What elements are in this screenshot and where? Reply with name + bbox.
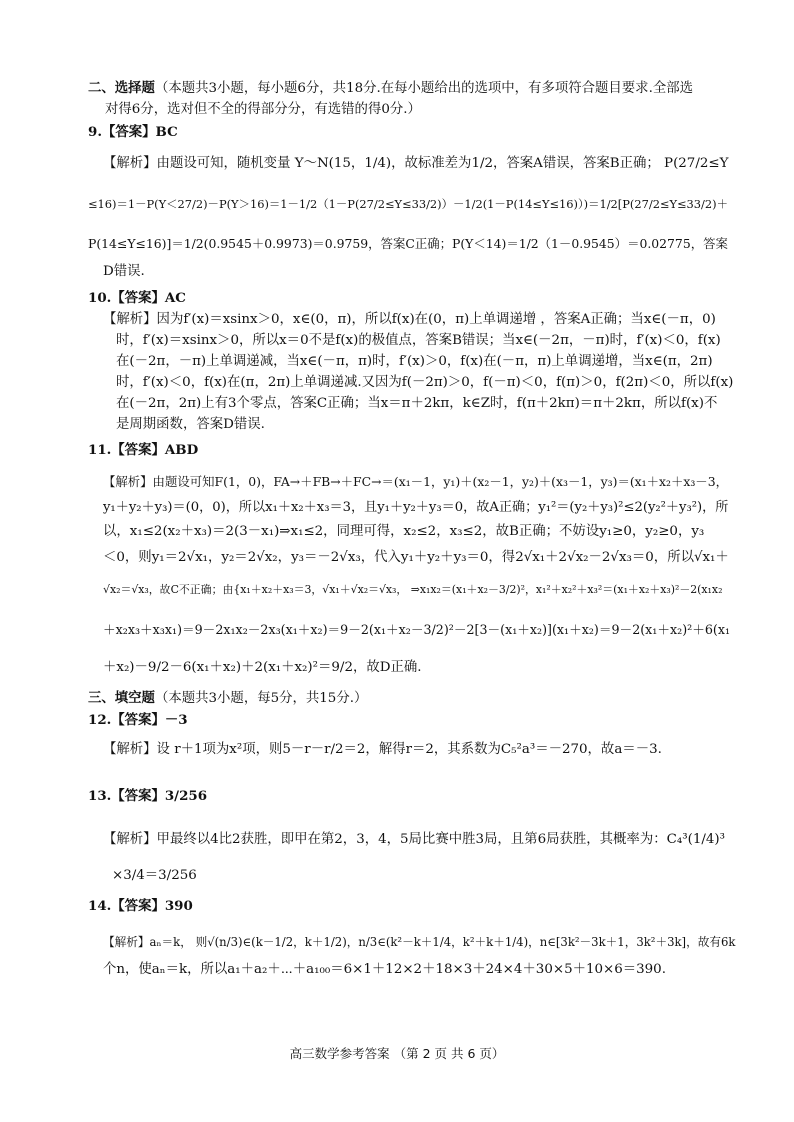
q11-analysis-line: ＜0，则y₁＝2√x₁，y₂＝2√x₂，y₃＝－2√x₃，代入y₁＋y₂＋y₃＝0，得2√x₁＋2√x₂－2√x₃＝0，所以√x₁＋ [103, 550, 729, 565]
section2-desc-line1: （本题共3小题，每小题6分，共18分.在每小题给出的选项中，有多项符合题目要求.全部选 [154, 81, 693, 96]
section3-title: 三、填空题 [88, 690, 155, 706]
q9-answer: BC [155, 124, 178, 140]
q9-number: 9. [88, 124, 102, 140]
q11-answer-label: 【答案】 [111, 442, 165, 458]
q14-analysis-line: 【解析】aₙ＝k， 则√(n/3)∈(k－1/2，k＋1/2)，n/3∈(k²－k＋1/4，k²＋k＋1/4)，n∈[3k²－3k＋1，3k²＋3k]，故有6k [103, 935, 736, 949]
q13-analysis-line: ×3/4＝3/256 [112, 868, 197, 883]
q13-analysis-line: 【解析】甲最终以4比2获胜，即甲在第2，3，4，5局比赛中胜3局，且第6局获胜，其概率为：C₄³(1/4)³ [103, 832, 725, 847]
q14-answer-label: 【答案】 [111, 898, 165, 914]
q13-number: 13. [88, 788, 112, 804]
q10-number: 10. [88, 290, 112, 306]
q14-header [88, 898, 193, 914]
section2-title: 二、选择题 [88, 80, 155, 96]
q10-analysis-line: 时，f′(x)＜0，f(x)在(π，2π)上单调递减.又因为f(－2π)＞0，f(－π)＜0，f(π)＞0，f(2π)＜0，所以f(x) [116, 375, 734, 390]
q10-analysis-line: 在(－2π，2π)上有3个零点，答案C正确；当x＝π＋2kπ，k∈Z时，f(π＋2kπ)＝π＋2kπ，所以f(x)不 [116, 396, 718, 411]
q11-analysis-line: ＋x₂x₃＋x₃x₁)＝9－2x₁x₂－2x₃(x₁＋x₂)＝9－2(x₁＋x₂－3/2)²－2[3－(x₁＋x₂)](x₁＋x₂)＝9－2(x₁＋x₂)²＋6(x₁ [103, 622, 731, 637]
q11-analysis-line: y₁＋y₂＋y₃)＝(0，0)，所以x₁＋x₂＋x₃＝3，且y₁＋y₂＋y₃＝0，故A正确；y₁²＝(y₂＋y₃)²≤2(y₂²＋y₃²)，所 [103, 500, 729, 515]
page-footer: 高三数学参考答案 （第 2 页 共 6 页） [289, 1046, 505, 1061]
q11-header [88, 442, 198, 458]
section3-desc: （本题共3小题，每5分，共15分.） [154, 691, 368, 706]
q12-answer: －3 [164, 712, 188, 728]
q9-header [88, 124, 178, 140]
q12-analysis-line: 【解析】设 r＋1项为x²项，则5－r－r/2＝2，解得r＝2，其系数为C₅²a³＝－270，故a＝－3. [103, 742, 662, 757]
q11-analysis-line: ＋x₂)－9/2－6(x₁＋x₂)＋2(x₁＋x₂)²＝9/2，故D正确. [103, 660, 422, 675]
q12-answer-label: 【答案】 [111, 712, 165, 728]
q10-analysis-line: 在(－2π，－π)上单调递减，当x∈(－π，π)时，f′(x)＞0，f(x)在(－π，π)上单调递增，当x∈(π，2π) [116, 354, 713, 369]
q10-answer: AC [164, 290, 186, 306]
q10-header [88, 290, 186, 306]
q14-answer: 390 [164, 898, 193, 914]
section2-header [88, 80, 693, 97]
section3-header [88, 690, 367, 707]
q13-answer-label: 【答案】 [111, 788, 165, 804]
q9-answer-label: 【答案】 [101, 124, 156, 140]
q11-analysis-line: √x₂＝√x₃，故C不正确；由{x₁＋x₂＋x₃＝3，√x₁＋√x₂＝√x₃， ⇒x₁x₂＝(x₁＋x₂－3/2)²，x₁²＋x₂²＋x₃²＝(x₁＋x₂＋x₃)²－2(x₁x₂ [103, 583, 723, 596]
q10-analysis-line: 是周期函数，答案D错误. [116, 417, 265, 432]
q9-analysis-line: ≤16)＝1－P(Y＜27/2)－P(Y＞16)＝1－1/2（1－P(27/2≤Y≤33/2)）－1/2(1－P(14≤Y≤16)）)＝1/2[P(27/2≤Y≤33/2)＋ [88, 197, 728, 211]
q14-analysis-line: 个n，使aₙ＝k，所以a₁＋a₂＋⋯＋a₁₀₀＝6×1＋12×2＋18×3＋24×4＋30×5＋10×6＝390. [103, 962, 666, 977]
q12-number: 12. [88, 712, 112, 728]
q14-number: 14. [88, 898, 112, 914]
q13-answer: 3/256 [164, 788, 208, 804]
q10-analysis-line: 时，f′(x)＝xsinx＞0，所以x＝0不是f(x)的极值点，答案B错误；当x∈(－2π，－π)时，f′(x)＜0，f(x) [116, 333, 721, 348]
q9-analysis-line: 【解析】由题设可知，随机变量 Y～N(15，1/4)，故标准差为1/2，答案A错误，答案B正确； P(27/2≤Y [103, 156, 729, 171]
q10-analysis-line: 【解析】因为f′(x)＝xsinx＞0，x∈(0，π)，所以f(x)在(0，π)上单调递增 ，答案A正确；当x∈(－π，0) [103, 312, 716, 327]
q13-header [88, 788, 207, 804]
q9-analysis-line: D错误. [103, 264, 145, 279]
q9-analysis-line: P(14≤Y≤16)]＝1/2(0.9545＋0.9973)＝0.9759，答案C正确；P(Y＜14)＝1/2（1－0.9545）＝0.02775，答案 [88, 236, 728, 251]
q11-answer: ABD [164, 442, 199, 458]
q10-answer-label: 【答案】 [111, 290, 165, 306]
q11-analysis-line: 【解析】由题设可知F(1，0)，FA→＋FB→＋FC→＝(x₁－1，y₁)＋(x₂－1，y₂)＋(x₃－1，y₃)＝(x₁＋x₂＋x₃－3， [103, 474, 728, 489]
section2-desc-line2: 对得6分，选对但不全的得部分分，有选错的得0分.） [105, 102, 421, 117]
q12-header [88, 712, 188, 728]
q11-number: 11. [88, 442, 112, 458]
q11-analysis-line: 以，x₁≤2(x₂＋x₃)＝2(3－x₁)⇒x₁≤2，同理可得，x₂≤2，x₃≤2，故B正确；不妨设y₁≥0，y₂≥0，y₃ [103, 524, 705, 539]
